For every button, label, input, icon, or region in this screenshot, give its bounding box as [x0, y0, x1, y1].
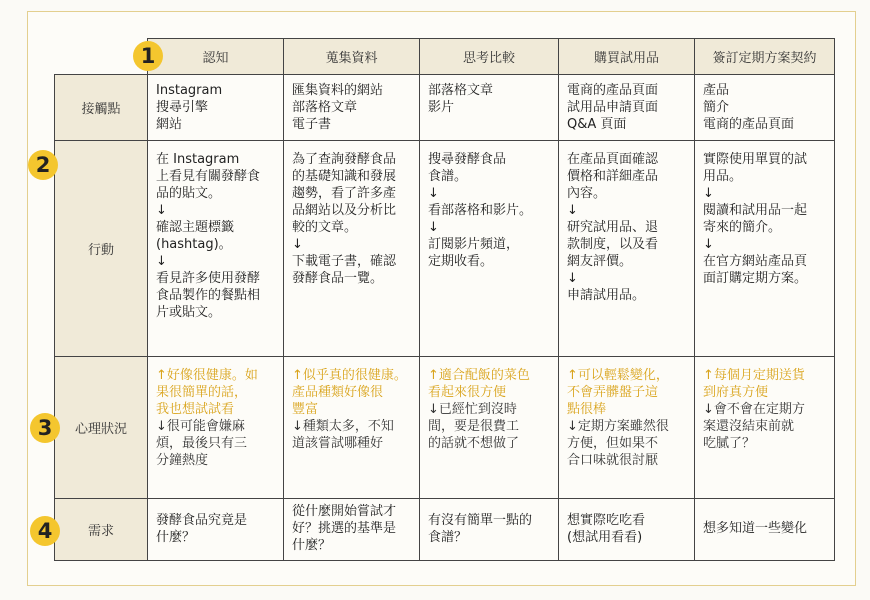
needs-cell: 想多知道一些變化 [703, 521, 808, 536]
needs-cell: 有沒有簡單一點的 食譜？ [428, 512, 533, 545]
action-cell: 在產品頁面確認 價格和詳細產品 內容。 ↓ 研究試用品、退 款制度，以及看 網友評價。 ↓ 申請試用品。 [567, 152, 659, 303]
positive-emotion: ↑似乎真的很健康。 產品種類好像很 豐富 [292, 368, 407, 417]
row-label-emotion: 心理狀況 [55, 357, 148, 499]
positive-emotion: ↑好像很健康。如 果很簡單的話， 我也想試試看 [156, 368, 258, 417]
step-badge-3: 3 [30, 413, 60, 443]
negative-emotion: ↓會不會在定期方 案還沒結束前就 吃膩了？ [703, 402, 805, 451]
stage-header-subscribe: 簽訂定期方案契約 [695, 39, 835, 75]
needs-cell: 從什麼開始嘗試才 好？挑選的基準是 什麼？ [292, 504, 397, 553]
stage-header-awareness: 認知 [148, 39, 284, 75]
emotion-cell [695, 357, 834, 458]
negative-emotion: ↓定期方案雖然很 方便，但如果不 合口味就很討厭 [567, 419, 669, 468]
action-cell: 搜尋發酵食品 食譜。 ↓ 看部落格和影片。 ↓ 訂閱影片頻道， 定期收看。 [428, 152, 533, 269]
emotion-cell [559, 357, 694, 475]
row-label-touchpoint: 接觸點 [55, 75, 148, 141]
stage-header-research: 蒐集資料 [284, 39, 420, 75]
positive-emotion: ↑每個月定期送貨 到府真方便 [703, 368, 805, 400]
negative-emotion: ↓種類太多，不知 道該嘗試哪種好 [292, 419, 394, 451]
emotion-cell [420, 357, 558, 458]
stage-header-compare: 思考比較 [420, 39, 559, 75]
negative-emotion: ↓很可能會嫌麻 煩，最後只有三 分鐘熱度 [156, 419, 248, 468]
needs-cell: 想實際吃吃看 (想試用看看) [567, 512, 646, 545]
touchpoint-cell: 匯集資料的網站 部落格文章 電子書 [292, 83, 384, 132]
negative-emotion: ↓已經忙到沒時 間，要是很費工 的話就不想做了 [428, 402, 520, 451]
action-cell: 為了查詢發酵食品 的基礎知識和發展 趨勢，看了許多產 品網站以及分析比 較的文章。 ↓ 下載電子書，確認 發酵食品一覽。 [292, 152, 397, 286]
row-label-action: 行動 [55, 141, 148, 357]
positive-emotion: ↑適合配飯的菜色 看起來很方便 [428, 368, 530, 400]
action-cell: 在 Instagram 上看見有關發酵食 品的貼文。 ↓ 確認主題標籤 (hashtag)。 ↓ 看見許多使用發酵 食品製作的餐點相 片或貼文。 [156, 152, 261, 320]
touchpoint-cell: Instagram 搜尋引擎 網站 [156, 83, 223, 132]
step-badge-4: 4 [30, 516, 60, 546]
touchpoint-cell: 電商的產品頁面 試用品申請頁面 Q&A 頁面 [567, 83, 659, 132]
needs-cell: 發酵食品究竟是 什麼？ [156, 512, 248, 545]
step-badge-1: 1 [133, 41, 163, 71]
touchpoint-cell: 部落格文章 影片 [428, 83, 494, 115]
customer-journey-table [54, 38, 835, 561]
positive-emotion: ↑可以輕鬆變化， 不會弄髒盤子這 點很棒 [567, 368, 669, 417]
touchpoint-cell: 產品 簡介 電商的產品頁面 [703, 83, 795, 132]
step-badge-2: 2 [28, 150, 58, 180]
stage-header-trial: 購買試用品 [559, 39, 695, 75]
emotion-cell [284, 357, 419, 458]
action-cell: 實際使用單買的試 用品。 ↓ 閱讀和試用品一起 寄來的簡介。 ↓ 在官方網站產品頁 面訂購定期方案。 [703, 152, 808, 286]
emotion-cell [148, 357, 283, 475]
row-label-needs: 需求 [55, 499, 148, 561]
